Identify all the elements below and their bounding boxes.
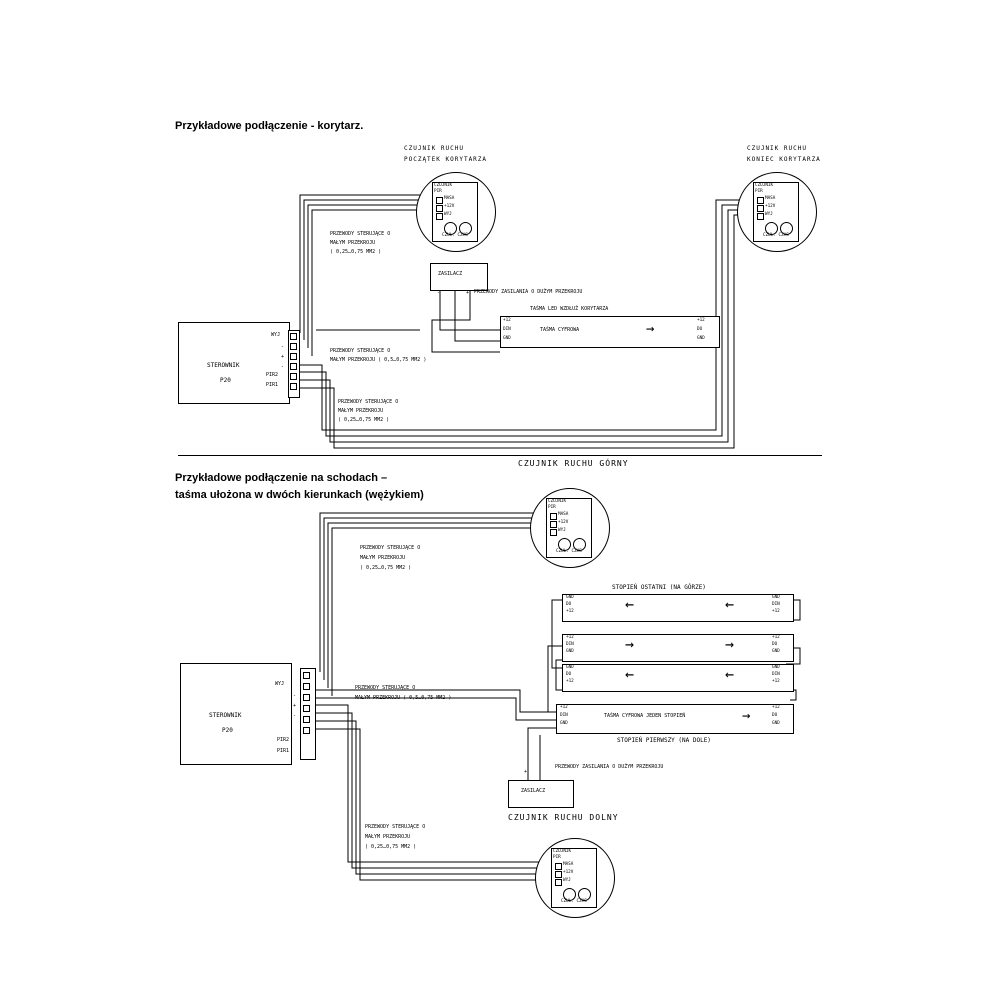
corridor-sensor-left-caption-line2: POCZĄTEK KORYTARZA [404,156,488,163]
corridor-note2-l1: PRZEWODY ZASILANIA O DUŻYM PRZEKROJU [474,289,583,295]
stairs-sensor-top-pin-2 [550,521,557,528]
corridor-controller-term-2: + [281,354,285,360]
stairs-sensor-bottom-pin-2 [555,871,562,878]
stairs-step-1-right-0: +12 [772,635,780,640]
stairs-step-3-left-2: GND [560,721,568,726]
stairs-sensor-bottom-term-3: +12V [563,870,574,875]
stairs-note1-l1: PRZEWODY STERUJĄCE O [360,545,421,551]
stairs-step-1-arrow-0: → [625,635,635,653]
corridor-sensor-right-caption-line2: KONIEC KORYTARZA [747,156,821,163]
stairs-sensor-bottom-term-4: WYJ [563,878,571,883]
corridor-strip-caption: TAŚMA LED WZDŁUŻ KORYTARZA [530,306,609,312]
stairs-controller-term-3: - [293,713,297,719]
stairs-step-0-left-1: DO [566,602,572,607]
stairs-term-pin-1 [303,683,310,690]
stairs-step-0-arrow-0: ← [625,595,635,613]
stairs-term-pin-2 [303,694,310,701]
section2-title-line2: taśma ułożona w dwóch kierunkach (wężykiem) [175,489,424,501]
stairs-step-3-left-1: DIN [560,713,568,718]
stairs-sensor-bottom-term-1: PIR [553,855,561,860]
stairs-step-2-right-1: DIN [772,672,780,677]
stairs-term-pin-3 [303,705,310,712]
corridor-sensor-left-term-5: CZUL. CZAS [442,233,468,238]
stairs-step-3-right-2: GND [772,721,780,726]
corridor-note4-l1: PRZEWODY STERUJĄCE O [338,399,399,405]
stairs-sensor-bottom-term-5: CZUL. CZAS [561,899,587,904]
stairs-step-3-arrow-0: → [742,708,751,724]
corridor-strip-right-0: +12 [697,318,705,323]
stairs-sensor-top-term-4: WYJ [558,528,566,533]
section1-title: Przykładowe podłączenie - korytarz. [175,120,364,132]
stairs-step-3-right-1: DO [772,713,778,718]
stairs-controller-model: P20 [222,727,233,734]
corridor-sensor-left-term-3: +12V [444,204,455,209]
corridor-sensor-left-caption-line1: CZUJNIK RUCHU [404,145,464,152]
stairs-controller-term-4: PIR2 [277,737,290,743]
stairs-sensor-bottom-pin-3 [555,879,562,886]
stairs-step-2 [562,664,794,692]
stairs-note3-l1: PRZEWODY ZASILANIA O DUŻYM PRZEKROJU [555,764,664,770]
stairs-step-1-left-1: DIN [566,642,574,647]
stairs-controller-term-0: WYJ [275,681,285,687]
stairs-step-1-arrow-1: → [725,635,735,653]
corridor-note3-l2: MAŁYM PRZEKROJU ( 0,5…0,75 MM2 ) [330,357,427,363]
stairs-bottom-caption: STOPIEŃ PIERWSZY (NA DOLE) [617,737,711,744]
corridor-psu-minus: - [437,290,441,296]
corridor-strip-arrow: → [646,321,655,337]
stairs-psu-label: ZASILACZ [521,788,546,794]
stairs-step-0-arrow-1: ← [725,595,735,613]
stairs-note4-l3: ( 0,25…0,75 MM2 ) [365,844,417,850]
stairs-term-pin-5 [303,727,310,734]
corridor-sensor-left-term-2: MASA [444,196,455,201]
stairs-step-3-left-0: +12 [560,705,568,710]
corridor-strip-right-1: DO [697,327,703,332]
stairs-step-1-right-1: DO [772,642,778,647]
stairs-sensor-top-caption: CZUJNIK RUCHU GÓRNY [518,459,629,468]
stairs-note2-l2: MAŁYM PRZEKROJU ( 0,5…0,75 MM2 ) [355,695,452,701]
corridor-sensor-right-term-3: +12V [765,204,776,209]
stairs-note4-l1: PRZEWODY STERUJĄCE O [365,824,426,830]
corridor-sensor-right-term-1: PIR [755,189,763,194]
corridor-note1-l2: MAŁYM PRZEKROJU [330,240,376,246]
stairs-psu-plus: + [524,769,528,775]
stairs-note1-l3: ( 0,25…0,75 MM2 ) [360,565,412,571]
stairs-step-2-left-1: DO [566,672,572,677]
corridor-sensor-right-caption-line1: CZUJNIK RUCHU [747,145,807,152]
stairs-controller-name: STEROWNIK [209,712,242,719]
stairs-step-1-right-2: GND [772,649,780,654]
corridor-note4-l2: MAŁYM PRZEKROJU [338,408,384,414]
stairs-sensor-bottom-term-0: CZUJNIK [553,849,572,854]
stairs-top-caption: STOPIEŃ OSTATNI (NA GÓRZE) [612,584,706,591]
stairs-controller-term-1: - [293,693,297,699]
stairs-step-2-left-2: +12 [566,679,574,684]
stairs-step-0-right-0: GND [772,595,780,600]
stairs-step-2-left-0: GND [566,665,574,670]
stairs-step-0-right-2: +12 [772,609,780,614]
corridor-note1-l1: PRZEWODY STERUJĄCE O [330,231,391,237]
corridor-strip-left-1: DIN [503,327,511,332]
corridor-sensor-left-term-4: WYJ [444,212,452,217]
corridor-strip-label: TAŚMA CYFROWA [540,327,580,333]
stairs-step-strip-label: TAŚMA CYFROWA JEDEN STOPIEŃ [604,713,686,719]
corridor-sensor-right-term-2: MASA [765,196,776,201]
stairs-step-2-right-0: GND [772,665,780,670]
stairs-step-1-left-2: GND [566,649,574,654]
corridor-note3-l1: PRZEWODY STERUJĄCE O [330,348,391,354]
corridor-strip-right-2: GND [697,336,705,341]
corridor-sensor-left-term-1: PIR [434,189,442,194]
corridor-strip-left-0: +12 [503,318,511,323]
stairs-step-2-arrow-0: ← [625,665,635,683]
stairs-step-2-right-2: +12 [772,679,780,684]
stairs-sensor-top-term-1: PIR [548,505,556,510]
corridor-psu-plus: + [466,290,470,296]
corridor-strip-left-2: GND [503,336,511,341]
corridor-sensor-right-term-5: CZUL. CZAS [763,233,789,238]
corridor-controller-name: STEROWNIK [207,362,240,369]
corridor-controller-term-1: - [281,344,285,350]
corridor-sensor-right-term-4: WYJ [765,212,773,217]
corridor-controller-term-3: - [281,364,285,370]
corridor-controller-term-4: PIR2 [266,372,279,378]
stairs-note4-l2: MAŁYM PRZEKROJU [365,834,411,840]
stairs-controller-term-2: + [293,703,297,709]
section2-title-line1: Przykładowe podłączenie na schodach – [175,472,388,484]
stairs-sensor-top-term-2: MASA [558,512,569,517]
stairs-step-1 [562,634,794,662]
stairs-sensor-top-term-3: +12V [558,520,569,525]
stairs-step-0-left-0: GND [566,595,574,600]
stairs-step-2-arrow-1: ← [725,665,735,683]
corridor-controller-model: P20 [220,377,231,384]
stairs-step-3-right-0: +12 [772,705,780,710]
stairs-sensor-bottom-caption: CZUJNIK RUCHU DOLNY [508,813,619,822]
corridor-sensor-right-term-0: CZUJNIK [755,183,774,188]
stairs-sensor-top-pin-3 [550,529,557,536]
stairs-sensor-bottom-pin-1 [555,863,562,870]
corridor-note4-l3: ( 0,25…0,75 MM2 ) [338,417,390,423]
stairs-step-0-right-1: DIN [772,602,780,607]
stairs-terminal-strip [300,668,316,760]
corridor-controller-term-5: PIR1 [266,382,279,388]
stairs-controller-term-5: PIR1 [277,748,290,754]
corridor-controller-term-0: WYJ [271,332,281,338]
stairs-sensor-bottom-term-2: MASA [563,862,574,867]
corridor-psu-label: ZASILACZ [438,271,463,277]
stairs-step-0-left-2: +12 [566,609,574,614]
stairs-term-pin-0 [303,672,310,679]
stairs-note2-l1: PRZEWODY STERUJĄCE O [355,685,416,691]
stairs-sensor-top-term-5: CZUL. CZAS [556,549,582,554]
stairs-sensor-top-term-0: CZUJNIK [548,499,567,504]
stairs-sensor-top-pin-1 [550,513,557,520]
stairs-term-pin-4 [303,716,310,723]
stairs-step-0 [562,594,794,622]
stairs-step-1-left-0: +12 [566,635,574,640]
corridor-note1-l3: ( 0,25…0,75 MM2 ) [330,249,382,255]
corridor-sensor-left-term-0: CZUJNIK [434,183,453,188]
stairs-note1-l2: MAŁYM PRZEKROJU [360,555,406,561]
